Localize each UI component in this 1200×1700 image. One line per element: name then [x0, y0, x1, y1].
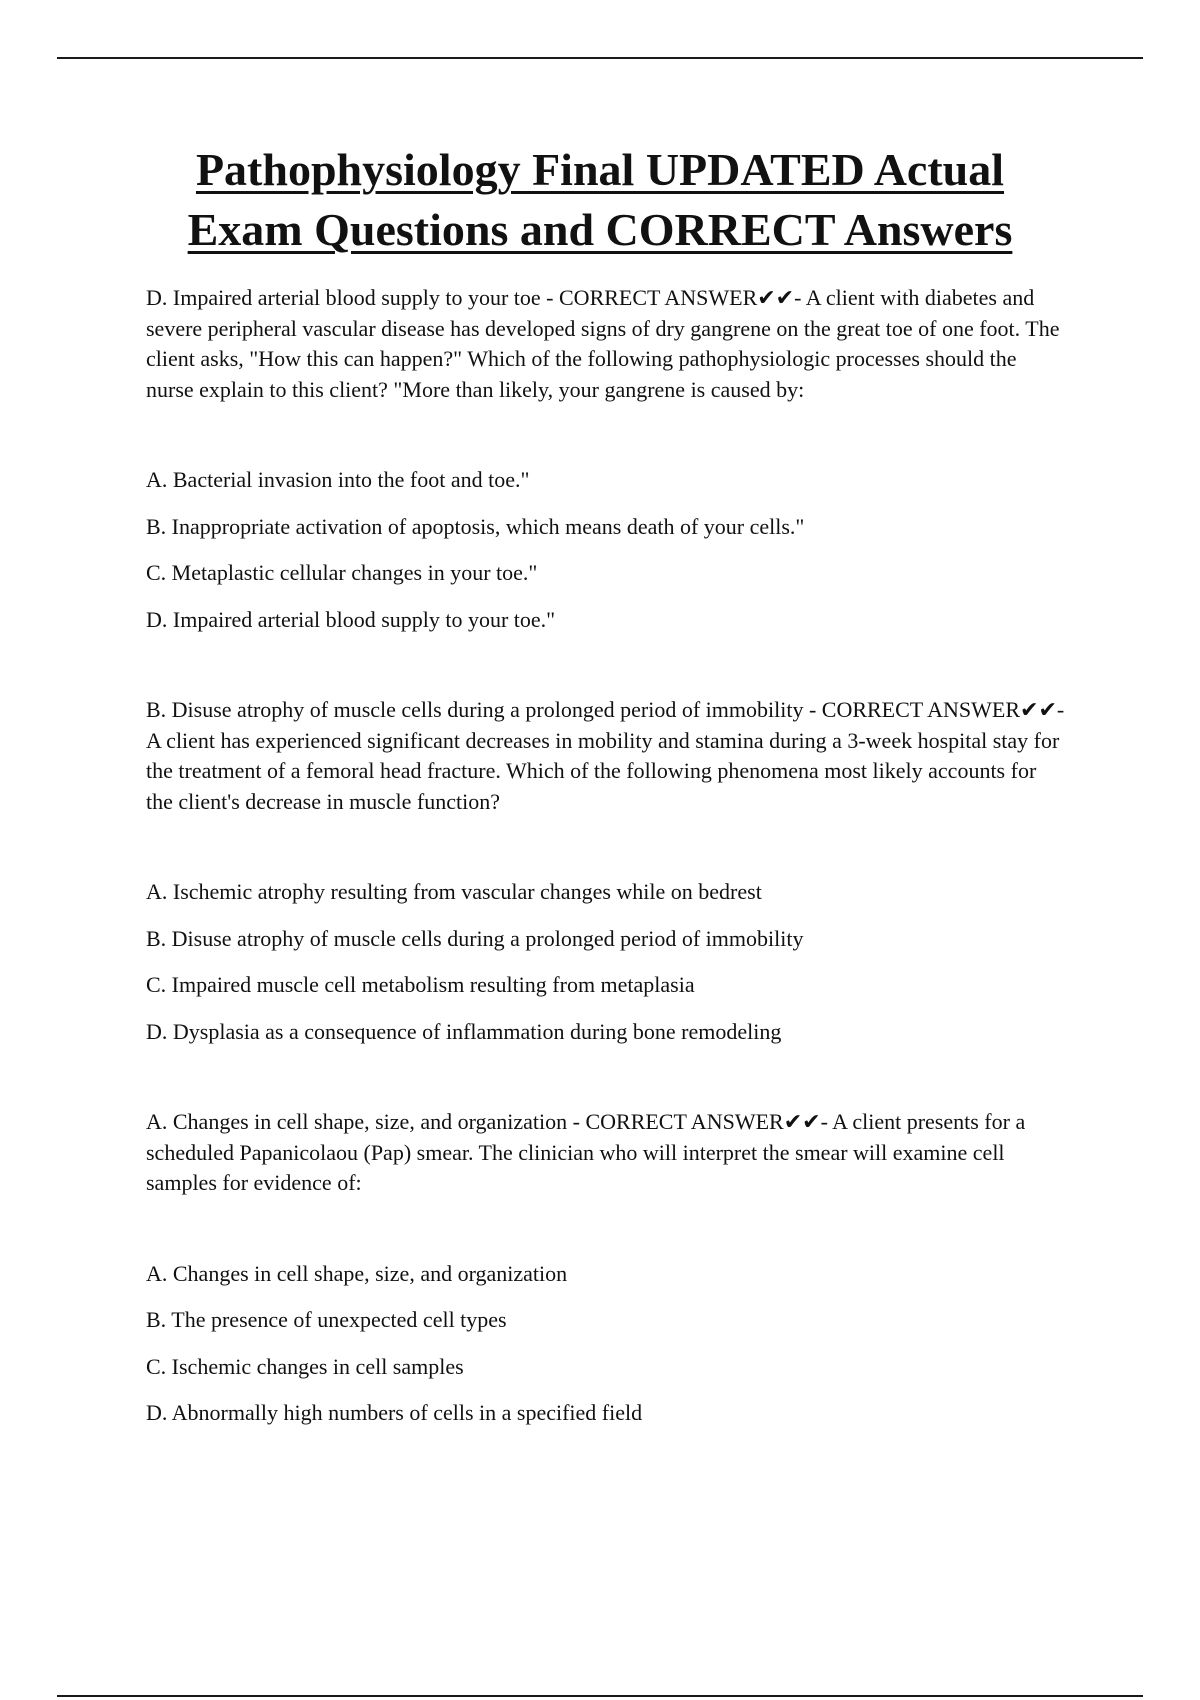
answer-option: A. Bacterial invasion into the foot and toe." [146, 467, 530, 492]
question-stem: B. Disuse atrophy of muscle cells during a prolonged period of immobility - CORRECT ANSWER✔✔- A client has experienced significant decreases in mobility and stamina during a 3-week hospital stay for the treatment of a femoral head fracture. Which of the following phenomena most likely accounts for the client's decrease in muscle function? [146, 697, 1065, 814]
title-line-2: Exam Questions and CORRECT Answers [187, 204, 1013, 255]
document-title [100, 140, 1100, 260]
answer-options [146, 877, 1066, 1047]
answer-option: A. Ischemic atrophy resulting from vascular changes while on bedrest [146, 879, 762, 904]
top-rule [57, 57, 1143, 59]
answer-option: B. The presence of unexpected cell types [146, 1307, 507, 1332]
question-stem: D. Impaired arterial blood supply to your toe - CORRECT ANSWER✔✔- A client with diabetes and severe peripheral vascular disease has developed signs of dry gangrene on the great toe of one foot. The client asks, "How this can happen?" Which of the following pathophysiologic processes should the nurse explain to this client? "More than likely, your gangrene is caused by: [146, 285, 1060, 402]
answer-option: C. Impaired muscle cell metabolism resulting from metaplasia [146, 972, 695, 997]
answer-option: D. Impaired arterial blood supply to your toe." [146, 606, 556, 632]
answer-option: C. Ischemic changes in cell samples [146, 1353, 464, 1379]
question-block [146, 1107, 1066, 1429]
question-stem: A. Changes in cell shape, size, and organization - CORRECT ANSWER✔✔- A client presents for a scheduled Papanicolaou (Pap) smear. The clinician who will interpret the smear will examine cell samples for evidence of: [146, 1109, 1026, 1195]
question-list [146, 283, 1066, 1445]
answer-option: B. Inappropriate activation of apoptosis, which means death of your cells." [146, 513, 805, 539]
answer-option: C. Metaplastic cellular changes in your toe." [146, 560, 538, 585]
answer-option: B. Disuse atrophy of muscle cells during a prolonged period of immobility [146, 925, 804, 951]
answer-option: A. Changes in cell shape, size, and organization [146, 1260, 568, 1286]
answer-option: D. Dysplasia as a consequence of inflammation during bone remodeling [146, 1018, 782, 1044]
question-block [146, 283, 1066, 635]
answer-options [146, 465, 1066, 635]
question-block [146, 695, 1066, 1047]
bottom-rule [57, 1695, 1143, 1697]
title-line-1: Pathophysiology Final UPDATED Actual [195, 144, 1005, 195]
answer-options [146, 1259, 1066, 1429]
answer-option: D. Abnormally high numbers of cells in a specified field [146, 1400, 643, 1425]
